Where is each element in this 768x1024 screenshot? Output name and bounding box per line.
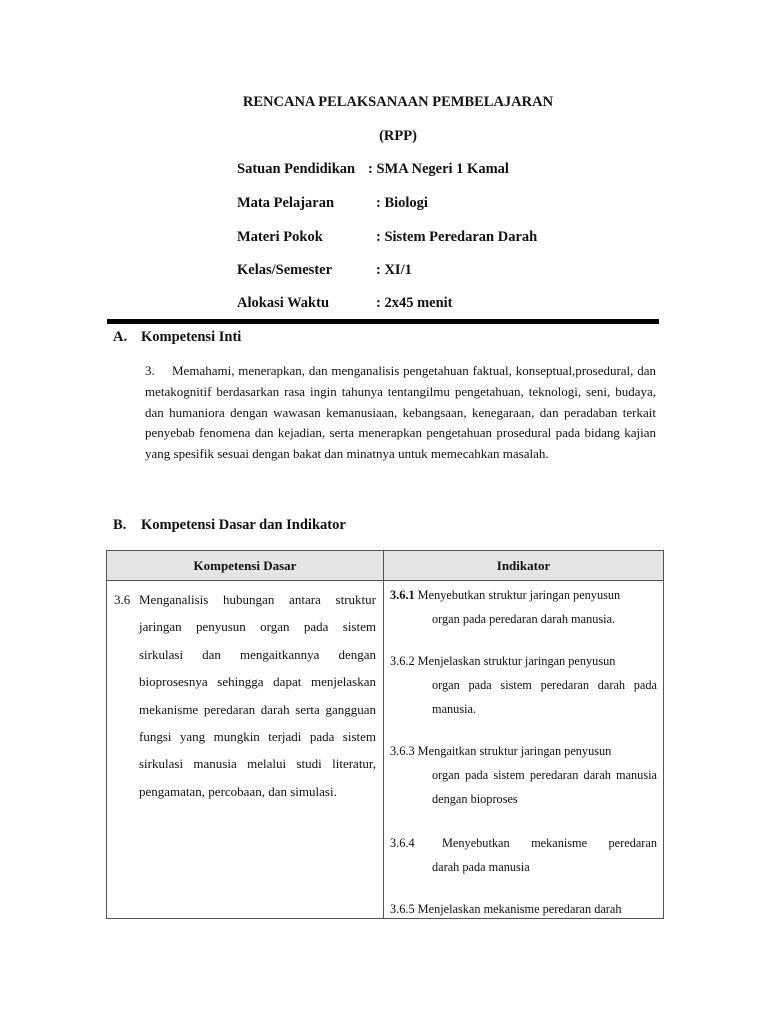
table-row (107, 581, 664, 919)
label-satuan-pendidikan: Satuan Pendidikan (237, 161, 356, 177)
label-kelas-semester: Kelas/Semester (237, 262, 333, 278)
kd-indikator-table (106, 550, 664, 919)
indicator-code: 3.6.2 (390, 654, 415, 668)
indicator-continuation: organ pada sistem peredaran darah manusia dengan bioproses (432, 768, 657, 806)
indicator-text: Menyebutkan struktur jaringan penyusun (417, 588, 621, 602)
document-subtitle: (RPP) (379, 128, 417, 144)
value-satuan-pendidikan: : SMA Negeri 1 Kamal (368, 161, 509, 177)
section-a-heading (113, 329, 241, 346)
label-materi-pokok: Materi Pokok (237, 229, 323, 245)
document-title: RENCANA PELAKSANAAN PEMBELAJARAN (242, 94, 554, 110)
indicator-item (390, 739, 657, 811)
header-indikator: Indikator (384, 551, 664, 581)
section-a-title: Kompetensi Inti (141, 329, 242, 345)
kd-number: 3.6 (114, 592, 131, 607)
kompetensi-inti-paragraph (145, 361, 656, 465)
label-alokasi-waktu: Alokasi Waktu (237, 295, 330, 311)
header-divider (107, 319, 659, 324)
section-a-letter: A. (113, 329, 128, 345)
section-b-letter: B. (113, 517, 127, 533)
value-mata-pelajaran: : Biologi (376, 195, 428, 211)
value-kelas-semester: : XI/1 (376, 262, 412, 278)
indicator-code: 3.6.1 (390, 588, 415, 602)
indicator-code: 3.6.3 (390, 744, 415, 758)
table-header-row (107, 551, 664, 581)
indicator-text: Menyebutkan mekanisme peredaran (442, 836, 657, 850)
indicator-continuation: darah pada manusia (432, 860, 530, 874)
section-b-title: Kompetensi Dasar dan Indikator (141, 517, 346, 533)
indikator-cell (384, 581, 664, 919)
indicator-text: Menjelaskan struktur jaringan penyusun (417, 654, 616, 668)
indicator-item (390, 897, 657, 921)
header-kompetensi-dasar: Kompetensi Dasar (107, 551, 384, 581)
indicator-text: Mengaitkan struktur jaringan penyusun (417, 744, 612, 758)
label-mata-pelajaran: Mata Pelajaran (237, 195, 335, 211)
indicator-code: 3.6.5 (390, 902, 415, 916)
section-b-heading (113, 517, 346, 534)
value-materi-pokok: : Sistem Peredaran Darah (376, 229, 538, 245)
indicator-code: 3.6.4 (390, 836, 415, 850)
kompetensi-dasar-cell (107, 581, 384, 919)
indicator-item (390, 831, 657, 879)
indicator-item (390, 583, 657, 631)
kd-text: Menganalisis hubungan antara struktur jaringan penyusun organ pada sistem sirkulasi dan mengaitkannya dengan bioprosesnya sehingga dapat menjelaskan mekanisme peredaran darah serta gangguan fungsi yang mungkin terjadi pada sistem sirkulasi manusia melalui studi literatur, pengamatan, percobaan, dan simulasi. (139, 592, 376, 799)
value-alokasi-waktu: : 2x45 menit (376, 295, 453, 311)
kompetensi-inti-number: 3. (145, 363, 155, 378)
indicator-continuation: organ pada sistem peredaran darah pada manusia. (432, 678, 657, 716)
indicator-text: Menjelaskan mekanisme peredaran darah (417, 902, 622, 916)
kompetensi-inti-text: Memahami, menerapkan, dan menganalisis pengetahuan faktual, konseptual,prosedural, dan metakognitif berdasarkan rasa ingin tahunya tentangilmu pengetahuan, teknologi, seni, budaya, dan humaniora dengan wawasan kemanusiaan, kebangsaan, kenegaraan, dan peradaban terkait penyebab fenomena dan kejadian, serta menerapkan pengetahuan prosedural pada bidang kajian yang spesifik sesuai dengan bakat dan minatnya untuk memecahkan masalah. (145, 363, 656, 462)
indicator-item (390, 649, 657, 721)
indicator-continuation: organ pada peredaran darah manusia. (432, 612, 616, 626)
